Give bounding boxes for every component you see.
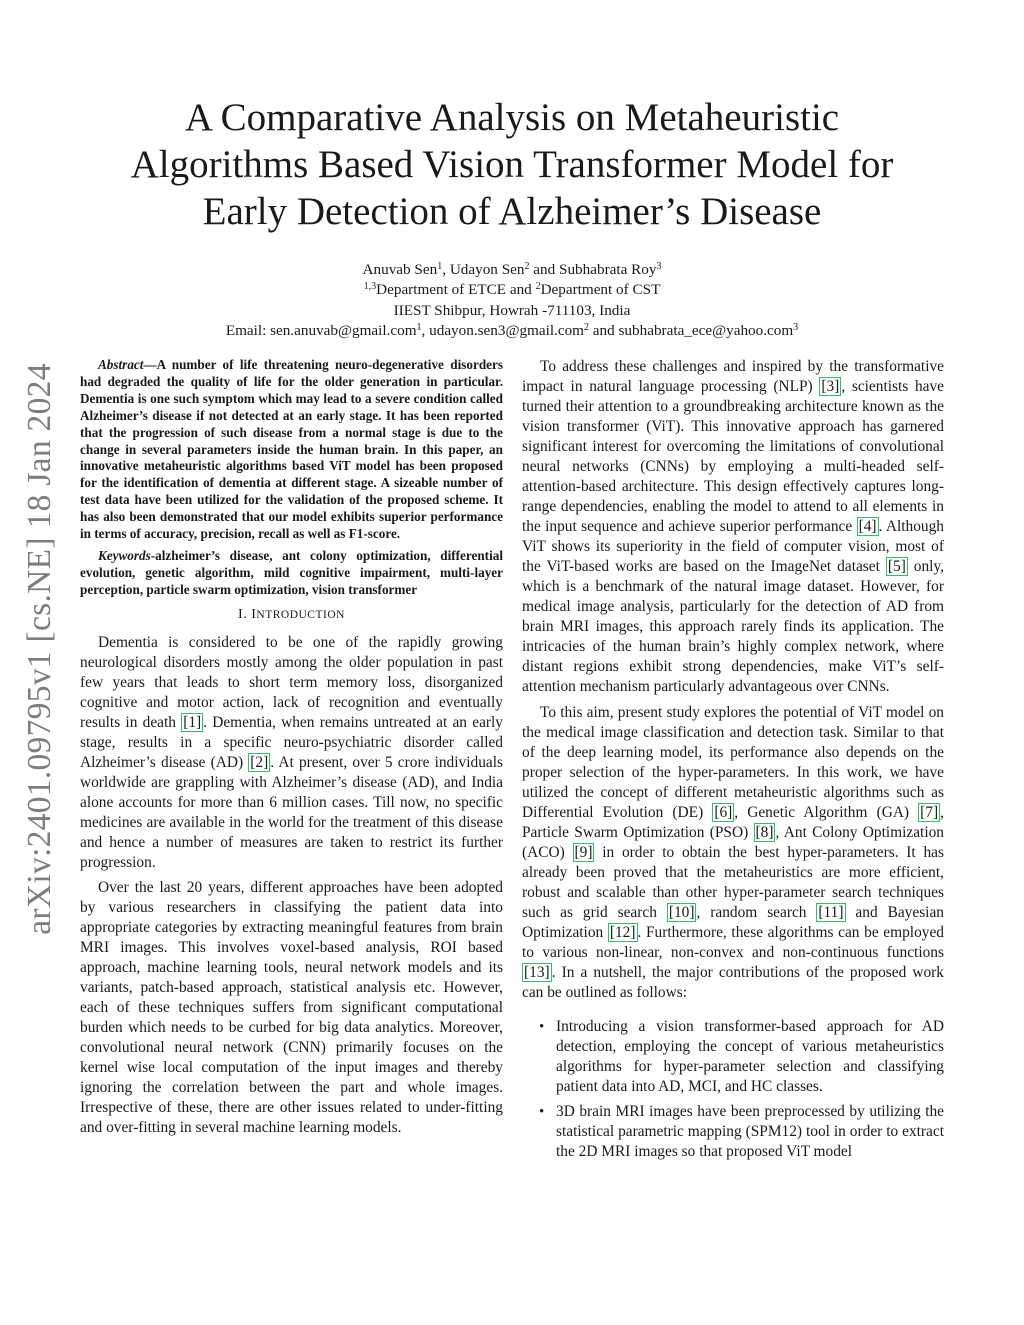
citation-link[interactable]: [1] <box>183 713 202 731</box>
author-institute: IIEST Shibpur, Howrah -711103, India <box>393 301 631 319</box>
right-paragraph-1: To address these challenges and inspired by the transformative impact in natural language processing (NLP) [3] , scientists have turned their attention to a groundbreaking architecture known as the vision transformer (ViT). This innovative approach has garnered significant interest for overcoming the limitations of convolutional neural networks (CNNs) by employing a multi-headed self-attention-based architecture. This design effectively captures long-range dependencies, enabling the model to attend to all elements in the input sequence and achieve superior performance [4] . Although ViT shows its superiority in the field of computer vision, most of the ViT-based works are based on the ImageNet dataset [5] only, which is a benchmark of the natural image dataset. However, for medical image analysis, particularly for the detection of AD from brain MRI images, this approach rarely finds its application. The intricacies of the human brain’s highly complex network, where distant regions exhibit strong dependencies, make ViT’s self-attention mechanism particularly advantageous over CNNs. <box>522 358 945 695</box>
abstract-text: —A number of life threatening neuro-degenerative disorders had degraded the quality of life for the older generation in particular. Dementia is one such symptom which may lead to a severe condition called Alzheimer’s disease if not detected at an early stage. It has been reported that the progression of such disease from a normal stage is due to the change in several parameters inside the human brain. In this paper, an innovative metaheuristic algorithms based ViT model has been proposed for the identification of dementia at different stage. A sizeable number of test data have been utilized for the validation of the proposed scheme. It has also been demonstrated that our model exhibits superior performance in terms of accuracy, precision, recall as well as F1-score. <box>80 357 503 542</box>
citation-link[interactable]: [13] <box>524 963 550 981</box>
author-block <box>120 260 904 341</box>
citation-link[interactable]: [4] <box>858 518 877 535</box>
keywords-text: -alzheimer’s disease, ant colony optimization, differential evolution, genetic algorithm, mild cognitive impairment, multi-layer perception, particle swarm optimization, vision transformer <box>80 548 503 598</box>
right-column <box>522 357 944 1167</box>
citation-link[interactable]: [3] <box>821 378 840 395</box>
keywords-label: Keywords <box>98 548 151 564</box>
intro-paragraph-2: Over the last 20 years, different approaches have been adopted by various researchers in classifying the patient data into appropriate categories by extracting meaningful features from brain MRI images. This involves voxel-based analysis, ROI based approach, machine learning tools, neural network models and its variants, patch-based approach, statistical analysis etc. However, each of these techniques suffers from significant computational burden which needs to be curbed for big data analytics. Moreover, convolutional neural network (CNN) primarily focuses on the kernel wise local computation of the input images and thereby ignoring the correlation between the part and whole images. Irrespective of these, there are other issues related to under-fitting and over-fitting in several machine learning models. <box>80 879 503 1137</box>
citation-link[interactable]: [10] <box>668 903 695 921</box>
title-line-2: Algorithms Based Vision Transformer Model for <box>130 143 894 186</box>
citation-link[interactable]: [6] <box>714 803 733 821</box>
intro-paragraph-1: Dementia is considered to be one of the rapidly growing neurological disorders mostly among the older population in past few years that leads to short term memory loss, disorganized cognitive and motor action, lack of recognition and eventually results in death [1] . Dementia, when remains untreated at an early stage, results in a specific neuro-psychiatric disorder called Alzheimer’s disease (AD) [2] . At present, over 5 crore individuals worldwide are grappling with Alzheimer’s disease (AD), and India alone accounts for more than 6 million cases. Till now, no specific medicines are available in the world for the treatment of this disease and hence a number of measures are taken to restrict its further progression. <box>80 633 503 871</box>
abstract-label: Abstract <box>98 357 144 372</box>
list-item: • Introducing a vision transformer-based approach for AD detection, employing the concept of various metaheuristics algorithms for hyper-parameter selection and classifying patient data into AD, MCI, and HC classes. <box>556 1017 944 1097</box>
citation-link[interactable]: [11] <box>818 903 844 921</box>
citation-link[interactable]: [8] <box>755 823 774 841</box>
citation-link[interactable]: [7] <box>920 803 939 821</box>
author-names: Anuvab Sen$^1$, Udayon Sen$^2$ and Subhabrata Roy$^3$ <box>362 261 662 278</box>
contributions-list <box>522 1017 944 1162</box>
keywords <box>80 548 503 599</box>
left-column <box>80 357 503 1144</box>
section-heading-introduction: I. INTRODUCTION <box>238 606 345 622</box>
citation-link[interactable]: [5] <box>887 558 906 575</box>
citation-link[interactable]: [9] <box>574 843 593 861</box>
citation-link[interactable]: [12] <box>609 923 636 941</box>
right-paragraph-2: To this aim, present study explores the potential of ViT model on the medical image classification and detection task. Similar to that of the deep learning model, its performance also depends on the proper selection of the hyper-parameters. In this work, we have utilized the concept of different metaheuristic algorithms such as Differential Evolution (DE) [6] , Genetic Algorithm (GA) [7] , Particle Swarm Optimization (PSO) [8] , Ant Colony Optimization (ACO) [9] in order to obtain the best hyper-parameters. It has already been proved that the metaheuristics are more efficient, robust and scalable than other hyper-parameter search techniques such as grid search [10] , random search [11] and Bayesian Optimization [12] . Furthermore, these algorithms can be employed to various non-linear, non-convex and non-continuous functions [13] . In a nutshell, the major contributions of the proposed work can be outlined as follows: <box>522 703 944 1001</box>
author-emails: Email: sen.anuvab@gmail.com$^1$, udayon.sen3@gmail.com$^2$ and subhabrata_ece@yahoo.com$^3$ <box>225 321 799 339</box>
author-departments: $^{1,3}$Department of ETCE and $^2$Department of CST <box>363 281 661 299</box>
abstract <box>80 357 503 543</box>
title-line-3: Early Detection of Alzheimer’s Disease <box>202 190 822 233</box>
title-line-1: A Comparative Analysis on Metaheuristic <box>184 96 840 139</box>
list-item: • 3D brain MRI images have been preprocessed by utilizing the statistical parametric mapping (SPM12) tool in order to extract the 2D MRI images so that proposed ViT model <box>556 1102 944 1162</box>
paper-title <box>92 94 932 235</box>
citation-link[interactable]: [2] <box>250 753 269 771</box>
arxiv-identifier-stamp: arXiv:2401.09795v1 [cs.NE] 18 Jan 2024 <box>21 363 58 935</box>
